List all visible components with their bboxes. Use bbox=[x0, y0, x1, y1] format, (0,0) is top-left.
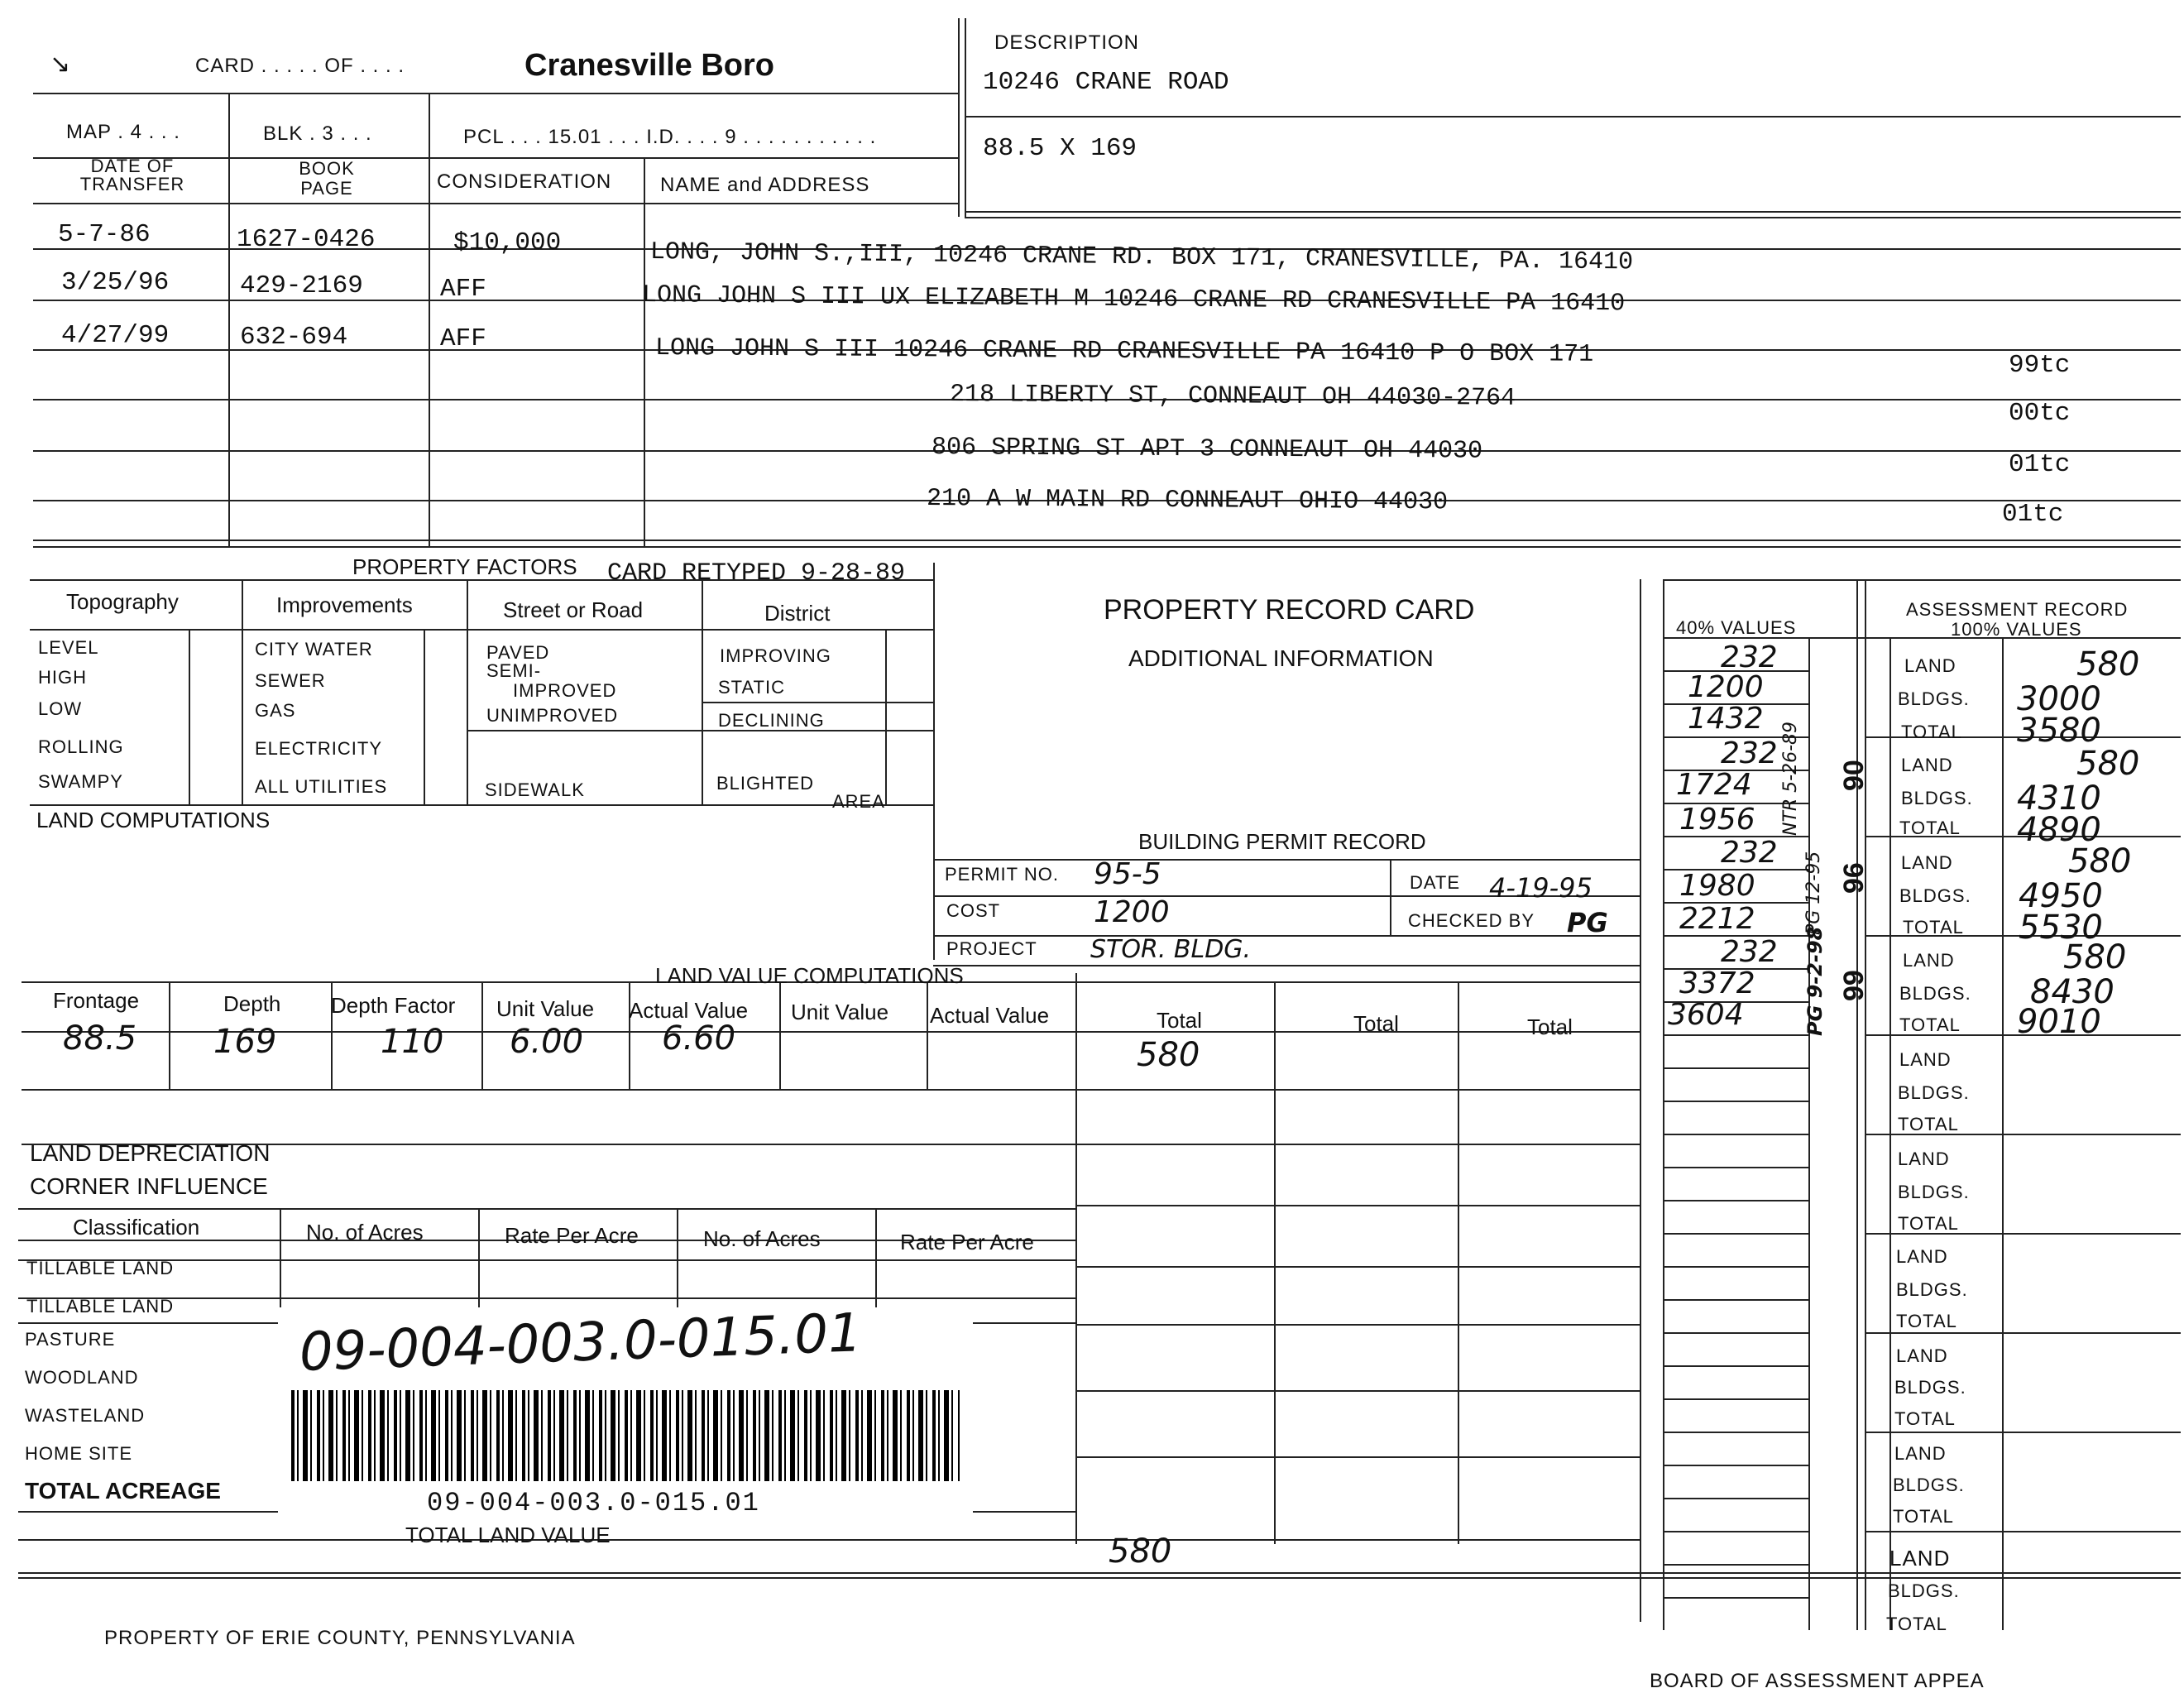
assess-total-label-2: TOTAL bbox=[1899, 818, 1961, 838]
assess-total-1: 3580 bbox=[2017, 712, 2101, 750]
value40-6: 1956 bbox=[1679, 803, 1755, 837]
assess-land-3: 580 bbox=[2068, 842, 2132, 880]
year-label-99: 99 bbox=[1838, 970, 1870, 1001]
assess-total-label-4: TOTAL bbox=[1899, 1014, 1961, 1035]
assessment-record-header: ASSESSMENT RECORD bbox=[1906, 599, 2129, 620]
assess-total-label-3: TOTAL bbox=[1903, 917, 1964, 938]
assess-total-label-8: TOTAL bbox=[1894, 1408, 1956, 1429]
corner-influence-label: CORNER INFLUENCE bbox=[30, 1173, 268, 1199]
depth-factor-value: 110 bbox=[381, 1023, 444, 1061]
assess-bldgs-label-9: BLDGS. bbox=[1893, 1475, 1965, 1495]
assess-total-4: 9010 bbox=[2017, 1003, 2101, 1041]
no-of-acres-header-2: No. of Acres bbox=[703, 1226, 821, 1251]
year-label-90: 90 bbox=[1838, 760, 1870, 791]
improvements-all-utilities: ALL UTILITIES bbox=[255, 776, 388, 797]
assess-land-label-10: LAND bbox=[1889, 1546, 1951, 1571]
rate-per-acre-header-1: Rate Per Acre bbox=[505, 1223, 639, 1248]
actual-value-header-1: Actual Value bbox=[629, 998, 749, 1023]
property-record-card-title: PROPERTY RECORD CARD bbox=[1104, 594, 1475, 626]
description-label: DESCRIPTION bbox=[994, 31, 1140, 54]
assess-bldgs-label-2: BLDGS. bbox=[1901, 788, 1973, 808]
transfer-book-3: 632-694 bbox=[240, 323, 348, 352]
review-note-1: NTR 5-26-89 bbox=[1780, 721, 1801, 836]
unit-value-header-1: Unit Value bbox=[496, 996, 595, 1021]
description-address: 10246 CRANE ROAD bbox=[983, 68, 1229, 97]
street-unimproved: UNIMPROVED bbox=[486, 705, 619, 726]
frontage-header: Frontage bbox=[53, 988, 140, 1013]
description-dimensions: 88.5 X 169 bbox=[983, 134, 1138, 163]
transfer-date-3: 4/27/99 bbox=[61, 321, 170, 350]
actual-value-header-2: Actual Value bbox=[930, 1003, 1050, 1028]
total-land-value-label: TOTAL LAND VALUE bbox=[405, 1523, 611, 1547]
transfer-consideration-2: AFF bbox=[440, 275, 486, 304]
topography-level: LEVEL bbox=[38, 637, 99, 658]
assess-total-label-6: TOTAL bbox=[1898, 1213, 1959, 1234]
permit-date-label: DATE bbox=[1410, 872, 1461, 893]
permit-no-value: 95-5 bbox=[1094, 857, 1161, 891]
transfer-consideration-3: AFF bbox=[440, 324, 486, 353]
assess-bldgs-4: 8430 bbox=[2030, 973, 2115, 1011]
district-static: STATIC bbox=[718, 677, 785, 698]
transfer-name-3: LONG JOHN S III 10246 CRANE RD CRANESVILLE PA 16410 P O BOX 171 bbox=[654, 334, 1594, 369]
checked-by-value: PG bbox=[1567, 907, 1608, 938]
transfer-consideration-1: $10,000 bbox=[453, 228, 562, 257]
assess-land-label-7: LAND bbox=[1896, 1246, 1948, 1267]
value40-11: 3372 bbox=[1679, 966, 1755, 1000]
corner-mark: ↘ bbox=[50, 50, 71, 78]
permit-no-label: PERMIT NO. bbox=[945, 864, 1059, 885]
improvements-gas: GAS bbox=[255, 700, 296, 721]
assess-bldgs-1: 3000 bbox=[2017, 680, 2101, 718]
land-total-value: 580 bbox=[1137, 1036, 1200, 1074]
checked-by-label: CHECKED BY bbox=[1408, 910, 1535, 931]
district-improving: IMPROVING bbox=[720, 645, 831, 666]
pcl-field: PCL . . . 15.01 . . . I.D. . . . 9 . . . . . . . . . . . bbox=[463, 126, 877, 148]
value40-12: 3604 bbox=[1668, 998, 1744, 1032]
assess-bldgs-2: 4310 bbox=[2017, 779, 2101, 818]
assess-total-label-7: TOTAL bbox=[1896, 1311, 1957, 1331]
assess-bldgs-label-4: BLDGS. bbox=[1899, 983, 1971, 1004]
year-label-96: 96 bbox=[1838, 862, 1870, 894]
assess-total-3: 5530 bbox=[2019, 909, 2103, 947]
unit-value-value: 6.00 bbox=[510, 1023, 584, 1061]
total-land-value: 580 bbox=[1109, 1532, 1172, 1571]
assess-total-label-10: TOTAL bbox=[1886, 1614, 1947, 1634]
assess-land-2: 580 bbox=[2076, 745, 2140, 783]
parcel-number-handwritten: 09-004-003.0-015.01 bbox=[298, 1302, 863, 1384]
transfer-code-4: 00tc bbox=[2009, 399, 2071, 428]
topography-high: HIGH bbox=[38, 667, 87, 688]
improvements-header: Improvements bbox=[276, 592, 413, 617]
street-sidewalk: SIDEWALK bbox=[485, 779, 585, 800]
frontage-value: 88.5 bbox=[63, 1019, 137, 1058]
assess-bldgs-label-8: BLDGS. bbox=[1894, 1377, 1966, 1398]
no-of-acres-header-1: No. of Acres bbox=[306, 1220, 424, 1245]
classification-header: Classification bbox=[73, 1215, 200, 1240]
class-tillable-land-2: TILLABLE LAND bbox=[26, 1296, 175, 1317]
total-acreage-label: TOTAL ACREAGE bbox=[25, 1478, 221, 1504]
transfer-book-2: 429-2169 bbox=[240, 271, 363, 300]
property-factors-title: PROPERTY FACTORS bbox=[352, 554, 577, 579]
name-address-header: NAME and ADDRESS bbox=[660, 174, 870, 196]
depth-value: 169 bbox=[213, 1023, 277, 1061]
review-note-3: PG 9-2-98 bbox=[1803, 926, 1827, 1036]
assess-land-1: 580 bbox=[2076, 645, 2140, 683]
transfer-name-6: 210 A W MAIN RD CONNEAUT OHIO 44030 bbox=[926, 485, 1449, 517]
topography-header: Topography bbox=[66, 589, 179, 614]
parcel-barcode-text: 09-004-003.0-015.01 bbox=[427, 1488, 760, 1518]
class-woodland: WOODLAND bbox=[25, 1367, 139, 1388]
class-pasture: PASTURE bbox=[25, 1329, 116, 1350]
assess-land-label-1: LAND bbox=[1904, 655, 1956, 676]
book-page-header: BOOK PAGE bbox=[299, 158, 355, 199]
improvements-sewer: SEWER bbox=[255, 670, 326, 691]
assess-bldgs-label-1: BLDGS. bbox=[1898, 688, 1970, 709]
parcel-barcode bbox=[291, 1390, 960, 1481]
actual-value-value: 6.60 bbox=[662, 1019, 736, 1058]
assess-land-label-2: LAND bbox=[1901, 755, 1953, 775]
project-label: PROJECT bbox=[946, 938, 1037, 959]
rate-per-acre-header-2: Rate Per Acre bbox=[900, 1230, 1034, 1254]
transfer-date-2: 3/25/96 bbox=[61, 268, 170, 297]
value40-9: 2212 bbox=[1679, 902, 1755, 936]
assess-total-label-1: TOTAL bbox=[1901, 722, 1962, 742]
value40-4: 232 bbox=[1721, 736, 1778, 770]
value40-7: 232 bbox=[1721, 836, 1778, 870]
total-header-2: Total bbox=[1353, 1011, 1399, 1036]
street-semi: SEMI- bbox=[486, 660, 542, 681]
transfer-code-5: 01tc bbox=[2009, 450, 2071, 479]
unit-value-header-2: Unit Value bbox=[791, 1000, 889, 1024]
district-declining: DECLINING bbox=[718, 710, 825, 731]
assess-total-label-9: TOTAL bbox=[1893, 1506, 1954, 1527]
assess-bldgs-label-7: BLDGS. bbox=[1896, 1279, 1968, 1300]
value40-1: 232 bbox=[1721, 640, 1778, 674]
permit-date-value: 4-19-95 bbox=[1489, 872, 1592, 904]
project-value: STOR. BLDG. bbox=[1090, 935, 1252, 964]
assess-bldgs-label-6: BLDGS. bbox=[1898, 1182, 1970, 1202]
assess-land-label-3: LAND bbox=[1901, 852, 1953, 873]
transfer-name-1: LONG, JOHN S.,III, 10246 CRANE RD. BOX 171, CRANESVILLE, PA. 16410 bbox=[649, 238, 1634, 277]
transfer-name-4: 218 LIBERTY ST, CONNEAUT OH 44030-2764 bbox=[949, 381, 1516, 413]
building-permit-record-title: BUILDING PERMIT RECORD bbox=[1138, 829, 1426, 854]
transfer-book-1: 1627-0426 bbox=[237, 225, 376, 254]
consideration-header: CONSIDERATION bbox=[437, 170, 612, 193]
street-road-header: Street or Road bbox=[503, 597, 644, 622]
assess-land-label-6: LAND bbox=[1898, 1149, 1950, 1169]
value40-5: 1724 bbox=[1676, 768, 1752, 802]
assess-total-2: 4890 bbox=[2017, 811, 2101, 849]
assess-bldgs-3: 4950 bbox=[2019, 877, 2103, 915]
value40-2: 1200 bbox=[1688, 670, 1764, 704]
forty-percent-values-header: 40% VALUES bbox=[1676, 617, 1797, 638]
land-depreciation-label: LAND DEPRECIATION bbox=[30, 1140, 271, 1166]
total-header-3: Total bbox=[1527, 1014, 1573, 1039]
street-paved: PAVED bbox=[486, 642, 550, 663]
review-note-2: PG 12-95 bbox=[1803, 851, 1824, 935]
topography-rolling: ROLLING bbox=[38, 736, 124, 757]
assessment-subheader: 100% VALUES bbox=[1951, 619, 2082, 640]
improvements-electricity: ELECTRICITY bbox=[255, 738, 383, 759]
transfer-date-1: 5-7-86 bbox=[58, 220, 151, 249]
transfer-name-2: LONG JOHN S III UX ELIZABETH M 10246 CRANE RD CRANESVILLE PA 16410 bbox=[641, 281, 1626, 319]
district-blighted: BLIGHTED bbox=[716, 773, 815, 794]
cost-label: COST bbox=[946, 900, 1001, 921]
district-header: District bbox=[764, 601, 831, 626]
assess-land-label-8: LAND bbox=[1896, 1345, 1948, 1366]
assess-land-label-4: LAND bbox=[1903, 950, 1955, 971]
assess-land-4: 580 bbox=[2063, 938, 2127, 976]
assess-total-label-5: TOTAL bbox=[1898, 1114, 1959, 1134]
value40-8: 1980 bbox=[1679, 869, 1755, 903]
transfer-name-5: 806 SPRING ST APT 3 CONNEAUT OH 44030 bbox=[931, 434, 1483, 466]
assess-bldgs-label-10: BLDGS. bbox=[1888, 1580, 1960, 1601]
municipality-name: Cranesville Boro bbox=[524, 48, 774, 83]
assess-land-label-9: LAND bbox=[1894, 1443, 1947, 1464]
value40-10: 232 bbox=[1721, 935, 1778, 969]
topography-low: LOW bbox=[38, 698, 83, 719]
class-home-site: HOME SITE bbox=[25, 1443, 133, 1464]
land-computations-label: LAND COMPUTATIONS bbox=[36, 808, 271, 832]
additional-information-label: ADDITIONAL INFORMATION bbox=[1128, 645, 1434, 671]
card-label: CARD . . . . . OF . . . . bbox=[195, 55, 405, 77]
footer-property-of: PROPERTY OF ERIE COUNTY, PENNSYLVANIA bbox=[104, 1627, 576, 1649]
footer-board: BOARD OF ASSESSMENT APPEA bbox=[1650, 1670, 1985, 1692]
class-wasteland: WASTELAND bbox=[25, 1405, 146, 1426]
assess-land-label-5: LAND bbox=[1899, 1049, 1952, 1070]
cost-value: 1200 bbox=[1094, 895, 1170, 929]
assess-bldgs-label-3: BLDGS. bbox=[1899, 885, 1971, 906]
depth-header: Depth bbox=[223, 991, 281, 1016]
class-tillable-land-1: TILLABLE LAND bbox=[26, 1258, 175, 1278]
value40-3: 1432 bbox=[1688, 702, 1764, 736]
assess-bldgs-label-5: BLDGS. bbox=[1898, 1082, 1970, 1103]
district-area: AREA bbox=[832, 791, 885, 812]
land-value-computations-title: LAND VALUE COMPUTATIONS bbox=[655, 963, 964, 988]
depth-factor-header: Depth Factor bbox=[331, 993, 456, 1018]
transfer-code-6: 01tc bbox=[2002, 500, 2064, 529]
topography-swampy: SWAMPY bbox=[38, 771, 123, 792]
blk-field: BLK . 3 . . . bbox=[263, 122, 372, 145]
card-retyped-note: CARD RETYPED 9-28-89 bbox=[607, 559, 906, 588]
date-of-transfer-header: DATE OF TRANSFER bbox=[79, 156, 185, 194]
improvements-city-water: CITY WATER bbox=[255, 639, 373, 659]
total-header-1: Total bbox=[1157, 1008, 1202, 1033]
transfer-code-3: 99tc bbox=[2009, 351, 2071, 380]
street-improved: IMPROVED bbox=[513, 680, 617, 701]
map-field: MAP . 4 . . . bbox=[66, 121, 180, 143]
